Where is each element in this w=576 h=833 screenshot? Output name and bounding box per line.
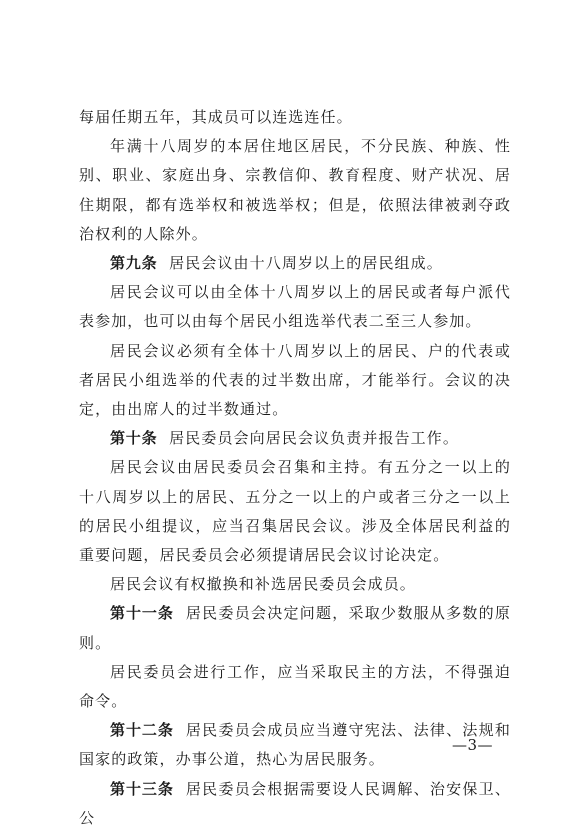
paragraph-text: 居民会议由居民委员会召集和主持。有五分之一以上的十八周岁以上的居民、五分之一以上的户或者三分之一以上的居民小组提议，应当召集居民会议。涉及全体居民利益的重要问题，居民委员会必须提请居民会议讨论决定。 <box>79 458 511 565</box>
paragraph-text: 年满十八周岁的本居住地区居民，不分民族、种族、性别、职业、家庭出身、宗教信仰、教育程度、财产状况、居住期限，都有选举权和被选举权；但是，依照法律被剥夺政治权利的人除外。 <box>79 137 511 243</box>
paragraph-text: 每届任期五年，其成员可以连选连任。 <box>79 108 353 126</box>
paragraph-continuation <box>79 103 511 132</box>
paragraph-democratic-method <box>79 658 511 716</box>
document-body <box>79 103 511 833</box>
paragraph-text: 居民委员会成员应当遵守宪法、法律、法规和国家的政策，办事公道，热心为居民服务。 <box>79 721 511 769</box>
page-number: —3— <box>452 736 494 754</box>
article-label: 第九条 <box>110 254 158 273</box>
paragraph-text: 居民委员会向居民会议负责并报告工作。 <box>169 429 459 448</box>
article-10 <box>79 424 511 453</box>
article-13 <box>79 775 511 833</box>
paragraph-text: 居民委员会进行工作，应当采取民主的方法，不得强迫命令。 <box>79 662 511 711</box>
article-label: 第十条 <box>110 429 158 448</box>
paragraph-voting-rights <box>79 132 511 249</box>
paragraph-meeting-quorum <box>79 337 511 425</box>
paragraph-text: 居民会议可以由全体十八周岁以上的居民或者每户派代表参加，也可以由每个居民小组选举代表二至三人参加。 <box>79 283 511 331</box>
paragraph-text: 居民会议由十八周岁以上的居民组成。 <box>169 254 443 273</box>
article-label: 第十二条 <box>110 721 174 740</box>
paragraph-text: 居民会议必须有全体十八周岁以上的居民、户的代表或者居民小组选举的代表的过半数出席，才能举行。会议的决定，由出席人的过半数通过。 <box>79 341 511 419</box>
article-label: 第十一条 <box>110 604 174 623</box>
article-12 <box>79 716 511 774</box>
article-11 <box>79 599 511 657</box>
article-label: 第十三条 <box>110 779 174 798</box>
paragraph-text: 居民委员会决定问题，采取少数服从多数的原则。 <box>79 604 511 652</box>
paragraph-member-recall <box>79 570 511 599</box>
paragraph-meeting-attendance <box>79 278 511 336</box>
paragraph-text: 居民委员会根据需要设人民调解、治安保卫、公 <box>79 779 511 827</box>
article-9 <box>79 249 511 278</box>
paragraph-meeting-convening <box>79 453 511 570</box>
paragraph-text: 居民会议有权撤换和补选居民委员会成员。 <box>110 575 416 594</box>
